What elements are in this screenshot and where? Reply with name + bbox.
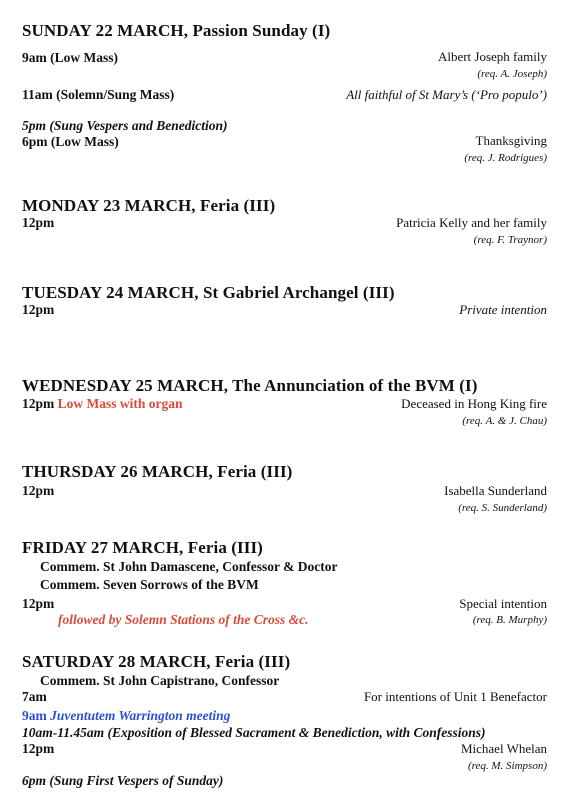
saturday-heading: SATURDAY 28 MARCH, Feria (III) [22, 652, 291, 671]
saturday-requester-4: (req. M. Simpson) [467, 760, 547, 772]
thursday-heading: THURSDAY 26 MARCH, Feria (III) [22, 462, 293, 481]
sunday-time-3: 5pm (Sung Vespers and Benediction) [22, 118, 228, 133]
friday-commemoration-1: Commem. St John Damascene, Confessor & Doctor [40, 559, 338, 574]
tuesday-time: 12pm [22, 302, 55, 317]
monday-heading: MONDAY 23 MARCH, Feria (III) [22, 196, 276, 215]
sunday-time-1: 9am (Low Mass) [22, 50, 118, 65]
sunday-requester-4: (req. J. Rodrigues) [464, 152, 547, 164]
wednesday-note: Low Mass with organ [57, 396, 183, 411]
sunday-intention-4: Thanksgiving [475, 133, 547, 148]
friday-note: followed by Solemn Stations of the Cross &c. [58, 612, 309, 627]
monday-requester: (req. F. Traynor) [473, 234, 547, 246]
thursday-requester: (req. S. Sunderland) [458, 502, 547, 514]
saturday-time-2-row [22, 708, 230, 724]
saturday-intention-4: Michael Whelan [460, 741, 547, 756]
wednesday-heading: WEDNESDAY 25 MARCH, The Annunciation of the BVM (I) [22, 376, 478, 395]
saturday-time-2: 9am [22, 708, 47, 723]
monday-time: 12pm [22, 215, 55, 230]
thursday-intention: Isabella Sunderland [444, 483, 547, 498]
saturday-time-1: 7am [22, 689, 47, 704]
friday-heading: FRIDAY 27 MARCH, Feria (III) [22, 538, 263, 557]
sunday-intention-2: All faithful of St Mary’s (‘Pro populo’) [346, 87, 547, 102]
friday-intention: Special intention [459, 596, 547, 611]
saturday-time-4: 12pm [22, 741, 55, 756]
wednesday-time-row [22, 396, 183, 412]
tuesday-intention: Private intention [459, 302, 547, 317]
wednesday-requester: (req. A. & J. Chau) [462, 415, 547, 427]
wednesday-time: 12pm [22, 396, 55, 411]
wednesday-intention: Deceased in Hong King fire [401, 396, 547, 411]
monday-intention: Patricia Kelly and her family [396, 215, 547, 230]
saturday-commemoration-1: Commem. St John Capistrano, Confessor [40, 673, 280, 688]
sunday-time-4: 6pm (Low Mass) [22, 134, 119, 149]
friday-commemoration-2: Commem. Seven Sorrows of the BVM [40, 577, 259, 592]
sunday-intention-1: Albert Joseph family [437, 49, 547, 64]
friday-time: 12pm [22, 596, 55, 611]
tuesday-heading: TUESDAY 24 MARCH, St Gabriel Archangel (III) [22, 283, 395, 302]
thursday-time: 12pm [22, 483, 55, 498]
sunday-heading: SUNDAY 22 MARCH, Passion Sunday (I) [22, 21, 331, 40]
saturday-time-5: 6pm (Sung First Vespers of Sunday) [22, 773, 224, 788]
saturday-intention-1: For intentions of Unit 1 Benefactor [363, 689, 547, 704]
sunday-time-2: 11am (Solemn/Sung Mass) [22, 87, 175, 102]
sunday-requester-1: (req. A. Joseph) [477, 68, 547, 80]
saturday-note-2: Juventutem Warrington meeting [50, 708, 231, 723]
friday-requester: (req. B. Murphy) [472, 614, 547, 626]
saturday-time-3: 10am-11.45am (Exposition of Blessed Sacrament & Benediction, with Confessions) [22, 725, 486, 740]
